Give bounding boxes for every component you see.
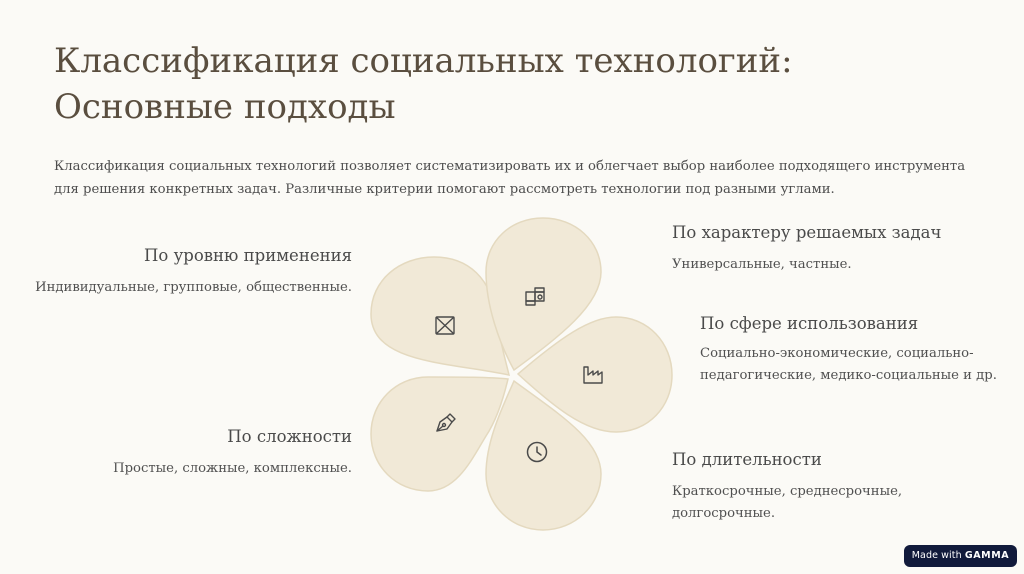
badge-brand: GAMMA: [964, 550, 1010, 561]
criterion-text: Индивидуальные, групповые, общественные.: [35, 280, 352, 295]
badge-prefix: Made with: [911, 550, 962, 561]
criterion-heading: По сложности: [227, 427, 352, 446]
criterion-text: Простые, сложные, комплексные.: [113, 461, 352, 476]
criterion-level: [32, 245, 352, 299]
criterion-tasks: [672, 222, 1002, 276]
criterion-duration: [672, 449, 972, 525]
criterion-heading: По длительности: [672, 450, 822, 469]
criterion-heading: По уровню применения: [144, 246, 352, 265]
page-title: Классификация социальных технологий: Основные подходы: [54, 41, 793, 127]
criterion-text: Краткосрочные, среднесрочные, долгосрочные.: [672, 484, 903, 521]
criterion-text: Универсальные, частные.: [672, 257, 852, 272]
intro-text: Классификация социальных технологий позволяет систематизировать их и облегчает выбор наиболее подходящего инструмента для решения конкретных задач. Различные критерии помогают рассмотреть технологии под разными углами.: [54, 159, 966, 197]
criterion-complexity: [32, 426, 352, 480]
criterion-text: Социально-экономические, социально-педагогические, медико-социальные и др.: [700, 346, 997, 383]
criterion-heading: По характеру решаемых задач: [672, 223, 942, 242]
made-with-gamma-badge[interactable]: [904, 545, 1017, 567]
criterion-sphere: [700, 313, 1000, 387]
criterion-heading: По сфере использования: [700, 314, 919, 333]
